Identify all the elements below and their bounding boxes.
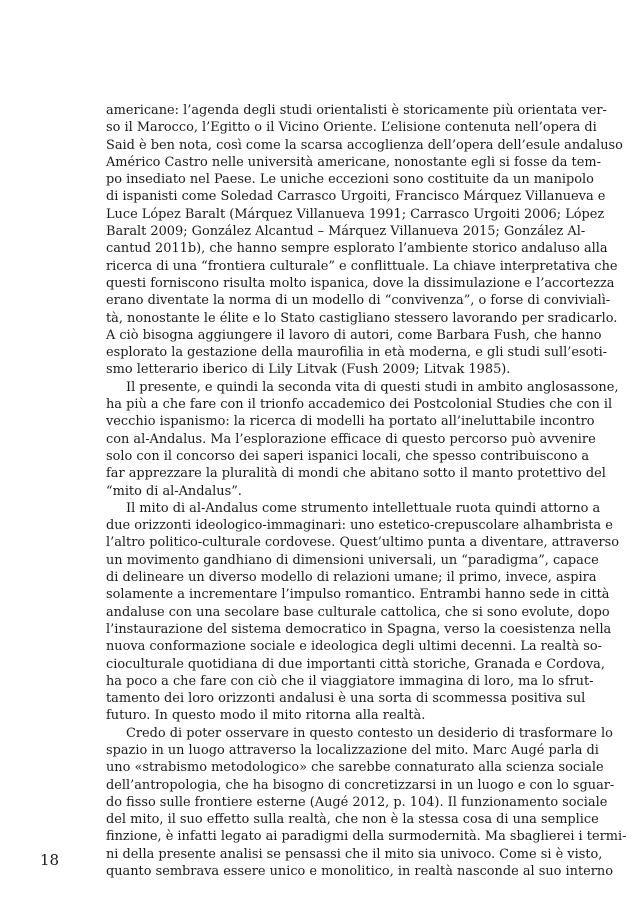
text-line: cioculturale quotidiana di due importanti città storiche, Granada e Cordova, — [106, 656, 605, 672]
text-line: l’instaurazione del sistema democratico in Spagna, verso la coesistenza nella — [106, 621, 612, 637]
text-line: smo letterario iberico di Lily Litvak (Fush 2009; Litvak 1985). — [106, 362, 511, 378]
text-line: con al-Andalus. Ma l’esplorazione efficace di questo percorso può avvenire — [106, 431, 596, 447]
paragraph — [106, 379, 619, 500]
text-line: americane: l’agenda degli studi orientalisti è storicamente più orientata ver- — [106, 103, 607, 118]
text-line: un movimento gandhiano di dimensioni universali, un “paradigma”, capace — [106, 552, 599, 568]
text-line: do fisso sulle frontiere esterne (Augé 2012, p. 104). Il funzionamento sociale — [106, 794, 608, 810]
text-line: ricerca di una “frontiera culturale” e conflittuale. La chiave interpretativa che — [106, 258, 618, 274]
text-line: solo con il concorso dei saperi ispanici locali, che spesso contribuiscono a — [106, 448, 590, 464]
text-line: ha più a che fare con il trionfo accademico dei Postcolonial Studies che con il — [106, 397, 613, 413]
text-line: spazio in un luogo attraverso la localizzazione del mito. Marc Augé parla di — [106, 742, 599, 758]
text-line: finzione, è infatti legato ai paradigmi della surmodernità. Ma sbaglierei i termi- — [106, 829, 627, 845]
text-line: erano diventate la norma di un modello di “convivenza”, o forse di convivialì- — [106, 293, 611, 309]
paragraph — [106, 500, 620, 725]
text-line: tà, nonostante le élite e lo Stato castigliano stessero lavorando per sradicarlo. — [106, 310, 618, 326]
text-line: ni della presente analisi se pensassi che il mito sia univoco. Come si è visto, — [106, 846, 603, 862]
text-line: vecchio ispanismo: la ricerca di modelli ha portato all’ineluttabile incontro — [106, 414, 595, 430]
text-line: futuro. In questo modo il mito ritorna alla realtà. — [106, 708, 426, 724]
text-line: Il mito di al-Andalus come strumento intellettuale ruota quindi attorno a — [126, 500, 601, 516]
text-line: di ispanisti come Soledad Carrasco Urgoiti, Francisco Márquez Villanueva e — [106, 189, 606, 205]
text-line: A ciò bisogna aggiungere il lavoro di autori, come Barbara Fush, che hanno — [106, 327, 602, 343]
text-line: po insediato nel Paese. Le uniche eccezioni sono costituite da un manipolo — [106, 172, 594, 188]
text-line: di delineare un diverso modello di relazioni umane; il primo, invece, aspira — [106, 570, 597, 586]
text-line: far apprezzare la pluralità di mondi che abitano sotto il manto protettivo del — [106, 466, 606, 482]
text-line: Baralt 2009; González Alcantud – Márquez Villanueva 2015; González Al- — [106, 224, 586, 240]
body-text — [106, 102, 627, 880]
paragraph — [106, 102, 623, 379]
text-line: ha poco a che fare con ciò che il viaggiatore immagina di loro, ma lo sfrut- — [106, 673, 594, 689]
text-line: so il Marocco, l’Egitto o il Vicino Oriente. L’elisione contenuta nell’opera di — [106, 120, 597, 136]
text-line: “mito di al-Andalus”. — [106, 483, 242, 499]
text-line: tamento dei loro orizzonti andalusi è una sorta di scommessa positiva sul — [106, 691, 586, 707]
text-line: Credo di poter osservare in questo contesto un desiderio di trasformare lo — [126, 725, 613, 741]
text-line: due orizzonti ideologico-immaginari: uno estetico-crepuscolare alhambrista e — [106, 518, 613, 534]
page-number: 18 — [40, 851, 60, 869]
text-line: Américo Castro nelle università americane, nonostante egli si fosse da tem- — [106, 154, 601, 170]
text-line: Said è ben nota, così come la scarsa accoglienza dell’opera dell’esule andaluso — [106, 137, 623, 153]
text-line: solamente a incrementare l’impulso romantico. Entrambi hanno sede in città — [106, 587, 610, 603]
text-line: dell’antropologia, che ha bisogno di concretizzarsi in un luogo e con lo sguar- — [106, 777, 615, 793]
text-line: quanto sembrava essere unico e monolitico, in realtà nasconde al suo interno — [106, 864, 613, 880]
text-line: Luce López Baralt (Márquez Villanueva 1991; Carrasco Urgoiti 2006; López — [106, 206, 605, 222]
text-line: andaluse con una secolare base culturale cattolica, che si sono evolute, dopo — [106, 604, 610, 620]
text-line: nuova conformazione sociale e ideologica degli ultimi decenni. La realtà so- — [106, 639, 602, 655]
text-line: l’altro politico-culturale cordovese. Quest’ultimo punta a diventare, attraverso — [106, 535, 620, 551]
text-line: uno «strabismo metodologico» che sarebbe connaturato alla scienza sociale — [106, 760, 604, 776]
text-line: cantud 2011b), che hanno sempre esplorato l’ambiente storico andaluso alla — [106, 241, 608, 257]
text-line: questi forniscono risulta molto ispanica, dove la dissimulazione e l’accortezza — [106, 275, 615, 291]
text-line: del mito, il suo effetto sulla realtà, che non è la stessa cosa di una semplice — [106, 812, 599, 828]
text-line: Il presente, e quindi la seconda vita di questi studi in ambito anglosassone, — [126, 379, 619, 395]
paragraph — [106, 725, 627, 881]
text-line: esplorato la gestazione della maurofilia in età moderna, e gli studi sull’esoti- — [106, 345, 608, 361]
